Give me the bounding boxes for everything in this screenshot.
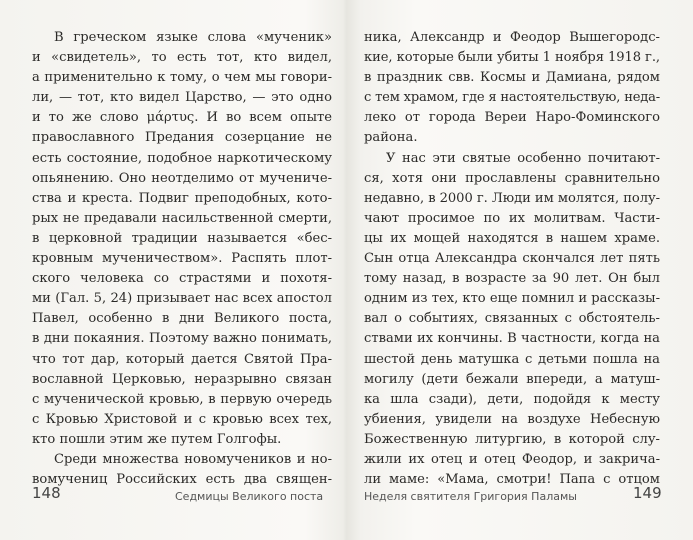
text-line: православного Предания созерцание не [32,130,332,146]
text-line: В греческом языке слова «мученик» [54,30,332,45]
text-line: ства и креста. Подвиг преподобных, кото- [32,190,332,206]
text-line: кровным мученичеством». Распять плот- [32,251,332,267]
text-line: в дни покаяния. Поэтому важно понимать, [32,331,332,347]
text-line: с Кровью Христовой и с кровью всех тех, [32,411,332,427]
text-line: шестой день матушка с детьми пошла на [364,351,660,367]
text-line: вославной Церковью, неразрывно связан [32,371,332,387]
text-line: одним из тех, кто еще помнил и рассказы- [364,291,660,307]
text-line: опьянению. Оно неотделимо от мучениче- [32,170,332,186]
text-line: могилу (дети бежали впереди, а матуш- [364,371,660,387]
text-line: тому назад, в возрасте за 90 лет. Он был [364,271,660,287]
text-line: ника, Александр и Феодор Вышегородс- [364,30,660,45]
text-line: У нас эти святые особенно почитают- [386,150,660,166]
right-page-text [364,28,660,490]
right-page-number: 149 [633,484,662,502]
text-line: вал о событиях, связанных с обстоятель- [364,311,660,327]
text-line: в праздник свв. Космы и Дамиана, рядом [364,70,660,86]
text-line: ского человека со страстями и похотя- [32,271,332,287]
right-running-footer: Неделя святителя Григория Паламы [364,490,577,503]
text-line: ся, хотя они прославлены сравнительно [364,170,660,186]
text-line: с мученической кровью, в первую очередь [32,391,332,407]
text-line: ка шла сзади), дети, подойдя к месту [364,391,660,407]
text-line: рых не предавали насильственной смерти, [32,210,332,226]
text-line: жили их отец и отец Феодор, и закрича- [364,451,660,467]
left-page-text [32,28,332,490]
text-line: и «свидетель», то есть тот, кто видел, [32,50,332,66]
text-line: убиения, увидели на воздухе Небесную [364,411,660,427]
text-line: вомучениц Российских есть два священ- [32,472,332,488]
text-line: есть состояние, подобное наркотическому [32,150,332,166]
text-line: ми (Гал. 5, 24) призывает нас всех апостол [32,291,332,307]
text-line: Среди множества новомучеников и но- [54,451,332,467]
text-line: кие, которые были убиты 1 ноября 1918 г., [364,50,660,66]
text-line: кто пошли этим же путем Голгофы. [32,431,282,447]
text-line: района. [364,130,418,146]
text-line: чают просимое по их молитвам. Части- [364,210,660,226]
text-line: ли, — тот, кто видел Царство, — это одно [32,90,332,106]
text-line: Сын отца Александра скончался лет пять [364,251,660,267]
text-line: и то же слово μάρτυς. И во всем опыте [32,110,332,126]
text-line: что тот дар, который дается Святой Пра- [32,351,332,367]
text-line: с тем храмом, где я настоятельствую, неда- [364,90,661,106]
text-line: Божественную литургию, в которой слу- [364,431,660,447]
left-running-footer: Седмицы Великого поста [175,490,324,503]
text-line: ли маме: «Мама, смотри! Папа с отцом [364,472,660,488]
text-line: а применительно к тому, о чем мы говори- [32,70,332,86]
text-line: в церковной традиции называется «бес- [32,230,332,246]
text-line: Павел, особенно в дни Великого поста, [32,311,332,327]
text-line: леко от города Вереи Наро-Фоминского [364,110,660,126]
text-line: цы их мощей находятся в нашем храме. [364,230,660,246]
text-line: недавно, в 2000 г. Люди им молятся, полу- [364,190,660,206]
text-line: ствами их кончины. В частности, когда на [364,331,660,347]
left-page-number: 148 [32,484,61,502]
